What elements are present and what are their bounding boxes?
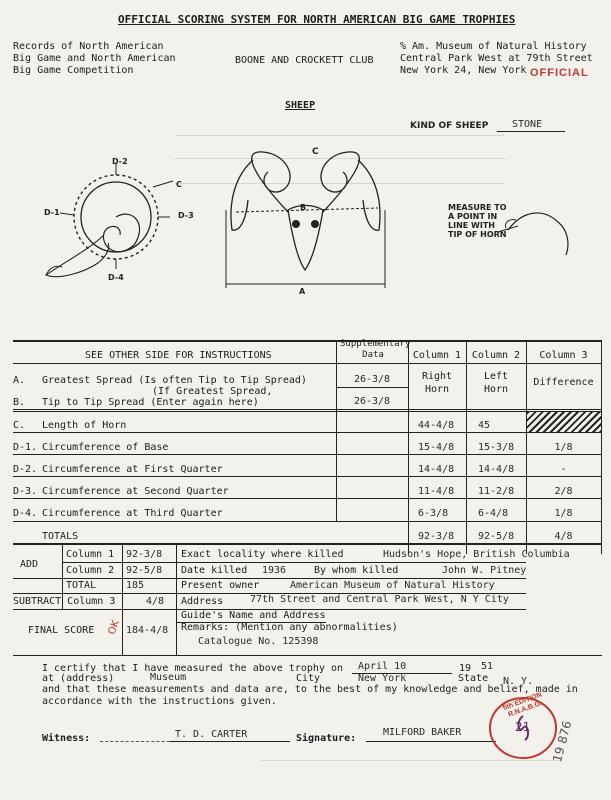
row-d3-label: Circumference at Second Quarter <box>42 486 229 497</box>
row-d2-code: D-2. <box>13 464 38 475</box>
witness-line <box>100 729 180 742</box>
final-score-value: 184-4/8 <box>126 625 169 636</box>
row-a-line <box>336 387 408 388</box>
row-a-label: Greatest Spread (Is often Tip to Tip Spread) <box>42 375 307 386</box>
sum-col2-value: 92-5/8 <box>126 565 163 576</box>
witness-value: T. D. CARTER <box>175 729 248 740</box>
totals-col2: 92-5/8 <box>478 531 515 542</box>
row-d3-col1: 11-4/8 <box>418 486 455 497</box>
signature-label: Signature: <box>296 733 357 744</box>
signature-underline <box>366 741 496 742</box>
right-horn-text: Right <box>421 371 453 382</box>
form-title: OFFICIAL SCORING SYSTEM FOR NORTH AMERICAN BIG GAME TROPHIES <box>118 13 516 26</box>
row-d1-col2: 15-3/8 <box>478 442 515 453</box>
totals-label: TOTALS <box>42 531 79 542</box>
sheep-heading: SHEEP <box>285 100 316 111</box>
subtract-value: 4/8 <box>146 596 165 607</box>
right-horn-header <box>408 370 466 396</box>
row-d2-label: Circumference at First Quarter <box>42 464 223 475</box>
sum-line <box>13 593 176 594</box>
label-d3: D-3 <box>178 211 194 220</box>
row-c-label: Length of Horn <box>42 420 127 431</box>
row-c-code: C. <box>13 420 26 431</box>
row-d1-code: D-1. <box>13 442 38 453</box>
add-label: ADD <box>20 559 39 570</box>
kind-of-sheep-underline <box>497 131 565 132</box>
sum-total-value: 185 <box>126 580 145 591</box>
header-left-line: Big Game and North American <box>13 53 176 64</box>
difference-header: Difference <box>533 377 594 388</box>
row-d2-col3: - <box>560 464 567 475</box>
label-d1: D-1 <box>44 208 60 217</box>
club-name: BOONE AND CROCKETT CLUB <box>235 55 374 66</box>
address-label: Address <box>181 596 224 607</box>
witness-label: Witness: <box>42 733 91 744</box>
owner-label: Present owner <box>181 580 260 591</box>
label-a: A <box>299 287 306 296</box>
certify-line3: and that these measurements and data are, to the best of my knowledge and belief, made in <box>42 684 578 695</box>
sum-col1-label: Column 1 <box>66 549 115 560</box>
header-right-line: Central Park West at 79th Street <box>400 53 593 64</box>
row-d4-code: D-4. <box>13 508 38 519</box>
summary-bottom-line <box>13 655 602 656</box>
row-line <box>13 411 602 412</box>
totals-col3: 4/8 <box>554 531 573 542</box>
hatched-cell <box>527 412 601 432</box>
sum-line <box>13 578 176 579</box>
certify-state-label: State <box>458 673 489 684</box>
info-line <box>176 562 526 563</box>
header-right-line: New York 24, New York <box>400 65 527 76</box>
label-b: B <box>300 203 307 212</box>
guide-label: Guide's Name and Address <box>181 610 326 621</box>
row-d2-col1: 14-4/8 <box>418 464 455 475</box>
sum-col1-value: 92-3/8 <box>126 549 163 560</box>
row-line <box>13 454 602 455</box>
header-line <box>13 363 602 364</box>
table-top-line <box>13 340 602 342</box>
left-horn-text: Horn <box>483 384 509 395</box>
date-killed-label: Date killed <box>181 565 248 576</box>
address-value: 77th Street and Central Park West, N Y City <box>250 594 509 605</box>
row-d3-col2: 11-2/8 <box>478 486 515 497</box>
row-d1-col1: 15-4/8 <box>418 442 455 453</box>
owner-value: American Museum of Natural History <box>290 580 495 591</box>
certify-line4: accordance with the instructions given. <box>42 696 277 707</box>
right-horn-text: Horn <box>424 384 450 395</box>
edition-stamp-text: 5th EDITION R.N.A.B.G. <box>502 691 544 719</box>
measure-note: MEASURE TO A POINT IN LINE WITH TIP OF HORN <box>448 203 507 239</box>
witness-underline <box>170 741 290 742</box>
certify-date: April 10 <box>358 661 407 672</box>
killed-by-label: By whom killed <box>314 565 399 576</box>
subtract-label: SUBTRACT Column 3 <box>13 596 116 607</box>
label-d2: D-2 <box>112 157 128 166</box>
info-line <box>176 578 526 579</box>
sheep-head-diagram <box>218 140 393 300</box>
col3-header: Column 3 <box>539 350 588 361</box>
left-horn-text: Left <box>483 371 509 382</box>
row-d1-col3: 1/8 <box>554 442 573 453</box>
row-line <box>13 476 602 477</box>
row-d3-code: D-3. <box>13 486 38 497</box>
header-left <box>13 41 176 77</box>
row-line <box>13 521 602 522</box>
row-c-col2: 45 <box>478 420 491 431</box>
col2-header: Column 2 <box>471 350 521 361</box>
row-d3-col3: 2/8 <box>554 486 573 497</box>
date-killed-value: 1936 <box>262 565 287 576</box>
row-d4-col3: 1/8 <box>554 508 573 519</box>
totals-col1: 92-3/8 <box>418 531 455 542</box>
row-d1-label: Circumference of Base <box>42 442 169 453</box>
col-supp-header: Supplementary Data <box>340 339 411 360</box>
remarks-value: Catalogue No. 125398 <box>198 636 319 647</box>
certify-address: Museum <box>150 672 187 683</box>
row-d4-col1: 6-3/8 <box>418 508 449 519</box>
certify-state: N. Y. <box>503 676 534 687</box>
kind-of-sheep-value: STONE <box>512 119 543 130</box>
totals-line <box>13 543 602 545</box>
row-b-supp: 26-3/8 <box>353 396 391 407</box>
left-horn-header <box>466 370 526 396</box>
certify-at-label: at (address) <box>42 673 115 684</box>
certify-city: New York <box>358 673 407 684</box>
row-line <box>13 498 602 499</box>
sum-total-label: TOTAL <box>66 580 97 591</box>
row-d2-col2: 14-4/8 <box>478 464 515 475</box>
label-d4: D-4 <box>108 273 124 282</box>
archive-number: 19 876 <box>550 719 575 764</box>
certify-year-prefix: 19 <box>459 663 472 674</box>
locality-label: Exact locality where killed <box>181 549 344 560</box>
remarks-label: Remarks: (Mention any abnormalities) <box>181 622 398 633</box>
row-c-col1: 44-4/8 <box>418 420 455 431</box>
ok-mark: OK <box>106 618 122 637</box>
label-c-head: C <box>312 147 319 157</box>
killed-by-value: John W. Pitney <box>442 565 527 576</box>
official-stamp: OFFICIAL <box>530 67 589 79</box>
header-left-line: Big Game Competition <box>13 65 134 76</box>
signature-value: MILFORD BAKER <box>383 727 462 738</box>
certify-city-label: City <box>296 673 321 684</box>
sum-line <box>62 562 176 563</box>
col1-header: Column 1 <box>412 350 462 361</box>
sum-col2-label: Column 2 <box>66 565 115 576</box>
row-line <box>13 432 602 433</box>
col-divider-supp <box>336 340 337 521</box>
row-b-code: B. <box>13 397 26 408</box>
header-right-line: % Am. Museum of Natural History <box>400 41 587 52</box>
instructions-note: SEE OTHER SIDE FOR INSTRUCTIONS <box>85 350 272 361</box>
edition-stamp-number: 21 <box>515 720 531 734</box>
label-c-left: C <box>176 180 182 189</box>
header-left-line: Records of North American <box>13 41 164 52</box>
row-b-sublabel: (If Greatest Spread, <box>152 386 273 397</box>
row-d4-col2: 6-4/8 <box>478 508 509 519</box>
row-a-code: A. <box>13 375 26 386</box>
row-line <box>13 409 602 410</box>
final-score-label: FINAL SCORE <box>28 625 95 636</box>
locality-value: Hudson's Hope, British Columbia <box>383 549 570 560</box>
certify-line1: I certify that I have measured the above trophy on <box>42 663 344 674</box>
row-d4-label: Circumference at Third Quarter <box>42 508 223 519</box>
sum-line <box>13 609 176 610</box>
kind-of-sheep-label: KIND OF SHEEP <box>410 121 489 131</box>
row-a-supp: 26-3/8 <box>353 374 391 385</box>
certify-year: 51 <box>481 661 494 672</box>
row-b-label: Tip to Tip Spread (Enter again here) <box>42 397 259 408</box>
